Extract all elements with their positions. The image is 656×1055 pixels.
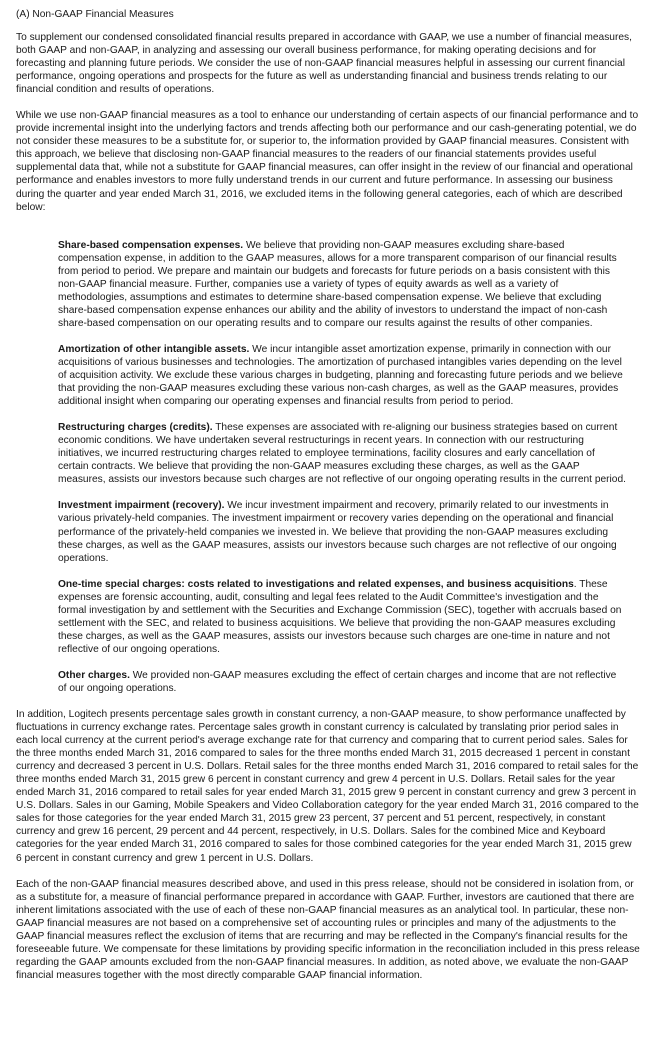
category-title: Investment impairment (recovery). [58,500,225,512]
category-title: One-time special charges: costs related to investigations and related expenses, and business acquisitions [58,578,574,590]
category-body: We incur intangible asset amortization expense, primarily in connection with our acquisitions of various businesses and technologies. The amortization of purchased intangibles varies depending on the level of acquisition activity. We exclude these various charges in budgeting, planning and forecasting future periods and we believe that providing the non-GAAP measures excluding these various non-cash charges, as well as the GAAP measures, provides additional insight when comparing our operating expenses and financial results from period to period. [58,343,623,408]
category-title: Other charges. [58,669,130,681]
category-item-other-charges [58,669,626,695]
category-title: Amortization of other intangible assets. [58,343,250,355]
limitations-paragraph: Each of the non-GAAP financial measures described above, and used in this press release, should not be considered in isolation from, or as a substitute for, a measure of financial performance prepared in accordance with GAAP. Further, investors are cautioned that there are inherent limitations associated with the use of each of these non-GAAP financial measures as an analytical tool. In particular, these non-GAAP financial measures are not based on a comprehensive set of accounting rules or principles and many of the adjustments to the GAAP financial measures reflect the exclusion of items that are recurring and may be reflected in the Company's financial results for the foreseeable future. We compensate for these limitations by providing specific information in the reconciliation included in this press release regarding the GAAP amounts excluded from the non-GAAP financial measures. In addition, as noted above, we evaluate the non-GAAP financial measures together with the most directly comparable GAAP financial information. [16,878,640,981]
category-body: We incur investment impairment and recovery, primarily related to our investments in various privately-held companies. The investment impairment or recovery varies depending on the operational and financial performance of the privately-held companies we invested in. We believe that providing the non-GAAP measures excluding these charges, as well as the GAAP measures, assists our investors because such charges are not reflective of our ongoing operations. [58,500,617,564]
category-title: Restructuring charges (credits). [58,422,213,434]
excluded-categories-list [16,227,640,695]
intro-paragraph: To supplement our condensed consolidated financial results prepared in accordance with GAAP, we use a number of financial measures, both GAAP and non-GAAP, in analyzing and assessing our overall business performance, for making operating decisions and for forecasting and planning future periods. We consider the use of non-GAAP financial measures helpful in assessing our current financial performance, ongoing operations and prospects for the future as well as understanding financial and business trends relating to our financial condition and results of operations. [16,32,632,96]
category-item-share-based-compensation [58,239,626,330]
constant-currency-paragraph: In addition, Logitech presents percentage sales growth in constant currency, a non-GAAP measure, to show performance unaffected by fluctuations in currency exchange rates. Percentage sales growth in constant currency is calculated by translating prior period sales in each local currency at the current period's average exchange rate for that currency and comparing that to current period sales. Sales for the three months ended March 31, 2016 compared to sales for the three months ended March 31, 2015 decreased 1 percent in constant currency and decreased 3 percent in U.S. Dollars. Retail sales for the three months ended March 31, 2016 compared to retail sales for the three months ended March 31, 2015 grew 6 percent in constant currency and grew 4 percent in U.S. Dollars. Retail sales for the year ended March 31, 2016 compared to retail sales for year ended March 31, 2015 grew 9 percent in constant currency and grew 3 percent in U.S. Dollars. Sales in our Gaming, Mobile Speakers and Video Collaboration category for the year ended March 31, 2016 compared to the sales for those categories for the year ended March 31, 2015 grew 23 percent, 37 percent and 51 percent, respectively, in constant currency and grew 16 percent, 29 percent and 44 percent, respectively, in U.S. Dollars. Sales for the combined Mice and Keyboard categories for the year ended March 31, 2016 compared to sales for those combined categories for the year ended March 31, 2015 grew 6 percent in constant currency and grew 1 percent in U.S. Dollars. [16,709,639,864]
category-item-amortization [58,343,626,408]
category-item-restructuring [58,421,626,486]
category-body: We believe that providing non-GAAP measures excluding share-based compensation expense, in addition to the GAAP measures, allows for a more transparent comparison of our financial results from period to period. We prepare and maintain our budgets and forecasts for future periods on a basis consistent with this non-GAAP financial measure. Further, companies use a variety of types of equity awards as well as a variety of methodologies, assumptions and estimates to determine share-based compensation expense. We believe that excluding share-based compensation expense enhances our ability and the ability of investors to understand the impact of non-cash share-based compensation on our operating results and to compare our results against the results of other companies. [58,239,617,329]
category-title: Share-based compensation expenses. [58,239,244,251]
category-body: . These expenses are forensic accounting, audit, consulting and legal fees related to the Audit Committee's investigation and the formal investigation by and settlement with the Securities and Exchange Commission (SEC), together with accruals based on settlement with the SEC, and related to business acquisitions. We believe that providing the non-GAAP measures excluding these charges, as well as the GAAP measures, assists our investors because such charges are one-time in nature and not reflective of our ongoing operations. [58,578,622,655]
intro-paragraph: While we use non-GAAP financial measures as a tool to enhance our understanding of certain aspects of our financial performance and to provide incremental insight into the underlying factors and trends affecting both our performance and our cash-generating potential, we do not consider these measures to be a substitute for, or superior to, the information provided by GAAP financial measures. Consistent with this approach, we believe that disclosing non-GAAP financial measures to the readers of our financial statements provides useful supplemental data that, while not a substitute for GAAP financial measures, can offer insight in the review of our financial and operational performance and enables investors to more fully understand trends in our current and future performance. In assessing our business during the quarter and year ended March 31, 2016, we excluded items in the following general categories, each of which are described below: [16,110,639,213]
section-heading: (A) Non-GAAP Financial Measures [16,9,174,20]
category-item-investment-impairment [58,499,626,564]
category-body: These expenses are associated with re-aligning our business strategies based on current economic conditions. We have undertaken several restructurings in recent years. In connection with our restructuring initiatives, we incurred restructuring charges related to employee terminations, facility closures and early cancellation of certain contracts. We believe that providing the non-GAAP measures excluding these charges, as well as the GAAP measures, assists our investors because such charges are not reflective of our ongoing operating results in the current period. [58,422,626,486]
category-body: We provided non-GAAP measures excluding the effect of certain charges and income that are not reflective of our ongoing operations. [58,669,617,694]
category-item-one-time-special-charges [58,578,626,656]
